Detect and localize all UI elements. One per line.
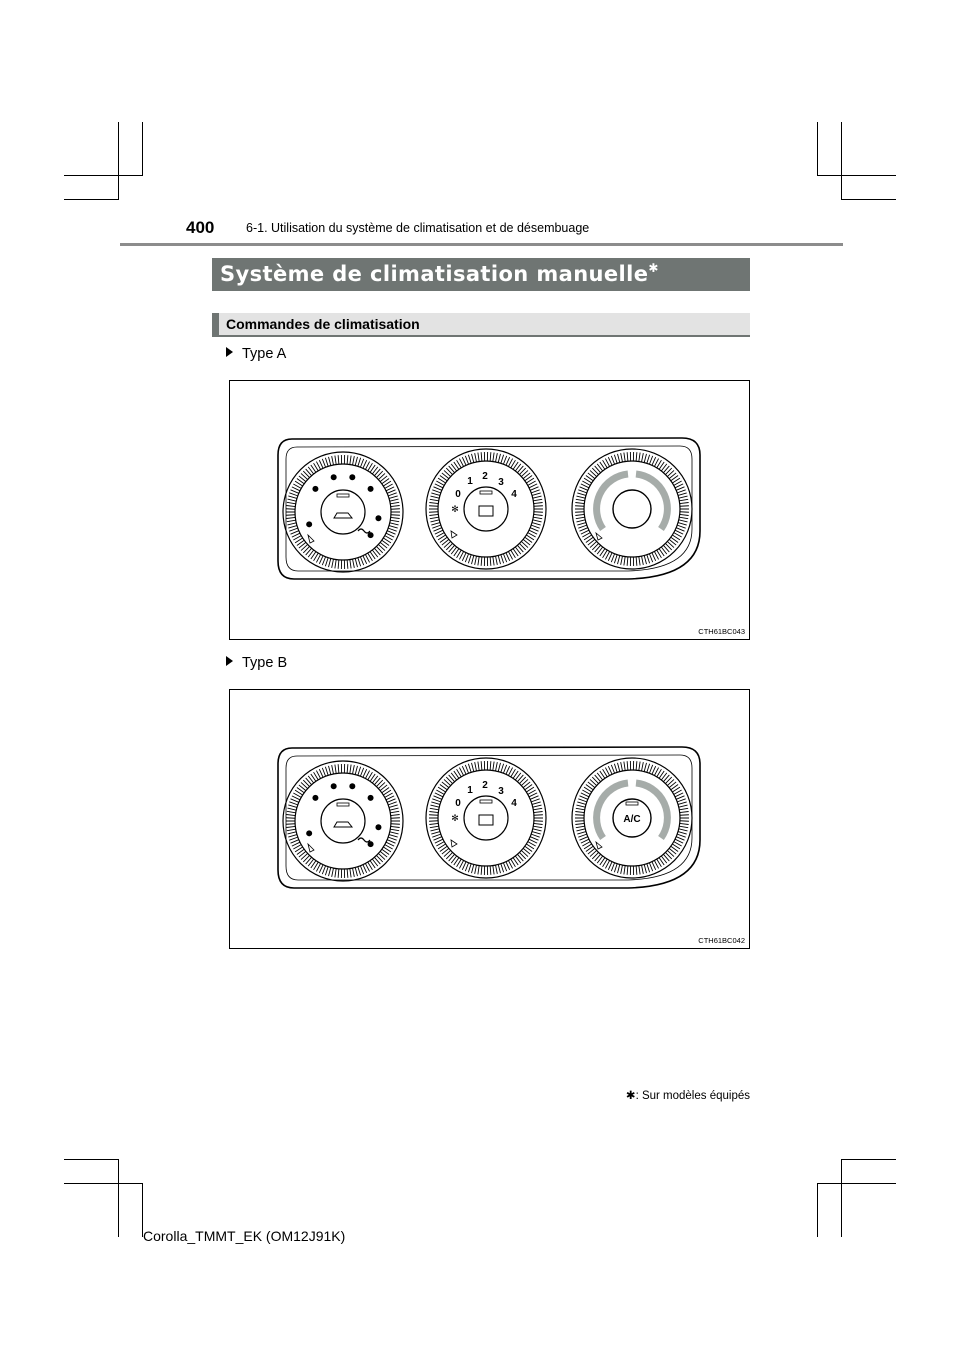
- control-panel-illustration: [230, 690, 749, 948]
- control-panel: [278, 438, 700, 579]
- crop-mark: [64, 1159, 119, 1160]
- fan-speed-label: 3: [498, 477, 504, 488]
- footnote: [626, 1088, 750, 1102]
- footnote-text: : Sur modèles équipés: [635, 1090, 750, 1102]
- airflow-icon: [331, 474, 337, 480]
- fan-speed-label: 0: [455, 798, 461, 809]
- control-panel: [278, 747, 700, 888]
- fan-speed-label: 3: [498, 786, 504, 797]
- fan-speed-label: 2: [482, 780, 488, 791]
- figure-code: CTH61BC043: [698, 627, 745, 636]
- mode-knob: [321, 799, 365, 843]
- crop-mark: [817, 1183, 818, 1237]
- fan-speed-label: 2: [482, 471, 488, 482]
- equipment-marker: ✱: [648, 261, 659, 275]
- fan-icon: ✻: [451, 814, 459, 824]
- crop-mark: [817, 175, 896, 176]
- type-b-text: Type B: [242, 655, 288, 671]
- fan-speed-label: 0: [455, 489, 461, 500]
- crop-mark: [841, 1159, 842, 1237]
- type-a-label: [226, 346, 286, 362]
- airflow-icon: [306, 521, 312, 527]
- airflow-icon: [349, 783, 355, 789]
- type-a-text: Type A: [242, 346, 287, 362]
- bullet-triangle-icon: [226, 347, 233, 357]
- temp-knob: [613, 490, 651, 528]
- fan-speed-label: 4: [511, 489, 517, 500]
- airflow-icon: [306, 830, 312, 836]
- figure-code: CTH61BC042: [698, 936, 745, 945]
- fan-speed-label: 1: [467, 785, 473, 796]
- fan-speed-label: 1: [467, 476, 473, 487]
- breadcrumb: 6-1. Utilisation du système de climatisation et de désembuage: [246, 221, 590, 235]
- fan-speed-label: 4: [511, 798, 517, 809]
- crop-mark: [817, 1183, 896, 1184]
- airflow-icon: [375, 824, 381, 830]
- crop-mark: [64, 175, 143, 176]
- airflow-icon: [331, 783, 337, 789]
- airflow-icon: [368, 486, 374, 492]
- crop-mark: [118, 1159, 119, 1237]
- figure-type-b: [229, 689, 750, 949]
- header-rule: [120, 243, 843, 246]
- crop-mark: [841, 122, 842, 200]
- bullet-triangle-icon: [226, 656, 233, 666]
- fan-knob: [464, 796, 508, 840]
- crop-mark: [841, 1159, 896, 1160]
- fan-icon: ✻: [451, 505, 459, 515]
- crop-mark: [64, 199, 119, 200]
- control-panel-illustration: [230, 381, 749, 639]
- section-title-text: Système de climatisation manuelle: [220, 262, 649, 286]
- airflow-icon: [312, 486, 318, 492]
- ac-button-label: A/C: [623, 814, 641, 825]
- section-title: [212, 258, 750, 291]
- airflow-icon: [349, 474, 355, 480]
- type-b-label: [226, 655, 287, 671]
- crop-mark: [118, 122, 119, 200]
- crop-mark: [817, 122, 818, 176]
- footnote-marker: ✱: [625, 1090, 636, 1102]
- airflow-icon: [368, 795, 374, 801]
- footer-document-id: Corolla_TMMT_EK (OM12J91K): [143, 1228, 346, 1244]
- subsection-title: Commandes de climatisation: [212, 313, 750, 337]
- crop-mark: [841, 199, 896, 200]
- crop-mark: [64, 1183, 143, 1184]
- crop-mark: [142, 122, 143, 176]
- airflow-icon: [375, 515, 381, 521]
- figure-type-a: [229, 380, 750, 640]
- page-number: 400: [186, 218, 215, 237]
- airflow-icon: [312, 795, 318, 801]
